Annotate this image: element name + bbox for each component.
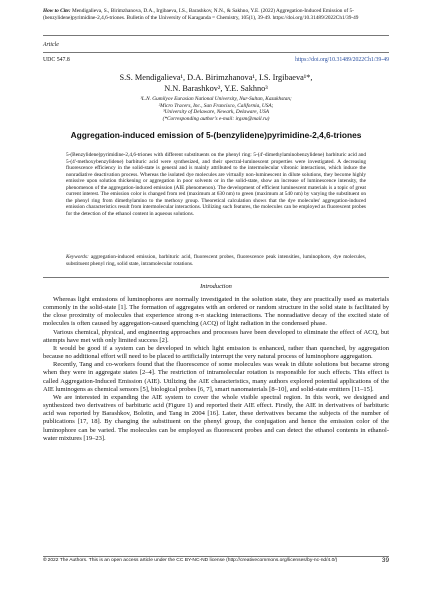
doi-link[interactable]: https://doi.org/10.31489/2022Ch1/39-49: [295, 57, 389, 63]
article-type-label: Article: [43, 42, 59, 48]
article-title: Aggregation-induced emission of 5-(benzylidene)pyrimidine-2,4,6-triones: [70, 130, 362, 140]
citation-text: Mendigalieva, S., Birimzhanova, D.A., Irgibaeva, I.S., Barashkov, N.N., & Sakhno, Y.E. (2022) Aggregation-Induced Emission of 5-(benzylidene)pyrimidine-2,4,6-triones. Bulletin of the University of Karaganda = Chemistry, 105(1), 39-49. https://doi.org/10.31489/2022Ch1/39-49: [43, 8, 359, 21]
how-to-cite-label: How to Cite:: [43, 8, 71, 14]
license-footer: [43, 558, 389, 563]
affiliation-2: ²Micro Tracers, Inc., San Francisco, California, USA;: [158, 102, 274, 109]
affiliation-3: ³University of Delaware, Newark, Delaware, USA: [163, 109, 269, 116]
section-divider: [43, 277, 389, 278]
keywords-text: aggregation-induced emission, barbituric acid, fluorescent probes, fluorescence peak intensities, luminophore, dye molecules, substituent phenyl ring, solid state, intramolecular rotations.: [66, 254, 366, 267]
paragraph: Various chemical, physical, and engineering approaches and processes have been developed to eliminate the effect of ACQ, but attempts have met with only limited success [2].: [43, 328, 389, 344]
affiliation-1: ¹L.N. Gumilyov Eurasian National University, Nur-Sultan, Kazakhstan;: [140, 96, 292, 102]
author-line-2: N.N. Barashkov², Y.E. Sakhno³: [164, 84, 268, 93]
keywords-label: Keywords:: [66, 254, 89, 260]
affiliations: [43, 96, 389, 122]
author-list: [43, 72, 389, 94]
paragraph: It would be good if a system can be developed in which light emission is enhanced, rather than quenched, by aggregation because no additional effort will need to be placed to artificially interrupt the very natural process of luminophore aggregation.: [43, 344, 389, 361]
page-number: 39: [381, 557, 389, 564]
author-line-1: S.S. Mendigalieva¹, D.A. Birimzhanova¹, I.S. Irgibaeva¹*,: [119, 73, 313, 82]
article-divider: [43, 52, 389, 53]
corresponding-author-email: (*Corresponding author's e-mail: irgsm@mail.ru): [162, 115, 270, 122]
abstract: 5-(Benzylidene)pyrimidine-2,4,6-triones with different substituents on the phenyl ring: 5-(4'-dimethylaminobenzylidene) barbituric acid and 5-(4'-methoxybenzylidene) barbituric acid were synthesized, and their spectral-luminescent properties were investigated. A decreasing fluorescence efficiency in the solid-state is general and is mainly attributed to the intermolecular vibronic interactions, which induce the nonradiative deactivation process. Whereas the isolated dye molecules are virtually non-luminescent in dilute solutions, they become highly emissive upon solution thickening or aggregation in poor solvents or in the solid-state, show an increase of luminescence intensity, the phenomenon of the aggregation-induced emission (AIE phenomenon). The development of efficient luminescent materials is a topic of great current interest. The emission color is changed from red (maximum at 630 nm) to green (maximum at 540 nm) by varying the substituent on the phenyl ring from dimethylamino to the methoxy group. Theoretical calculation shows that the dye molecules' aggregation-induced emission characteristics result from intermolecular interactions. Utilizing such features, the molecules can be employed as fluorescent probes for the detection of the ethanol content in aqueous solutions.: [66, 152, 366, 217]
footer-divider: [43, 556, 389, 557]
introduction-heading: Introduction: [200, 283, 232, 290]
license-text[interactable]: 2022 The Authors. This is an open access article under the CC BY-NC-ND license (http://creativecommons.org/licenses/by-nc-nd/4.0/): [47, 558, 338, 563]
how-to-cite: [43, 8, 389, 21]
copyright-icon: ©: [43, 558, 47, 563]
keywords: [66, 254, 366, 267]
udc-code: UDC 547.8: [43, 57, 70, 63]
header-divider: [43, 35, 389, 36]
paragraph: Whereas light emissions of luminophores are normally investigated in the solution state, they are practically used as materials commonly in the solid-state [1]. The formation of aggregates with an ordered or random structure in the solid state is facilitated by the close proximity of molecules that experience strong π-π stacking interactions. The nonradiative decay of the excited state of molecules is often caused by aggregation-caused quenching (ACQ) of light radiation in the condensed phase.: [43, 296, 389, 328]
paragraph: We are interested in expanding the AIE system to cover the whole visible spectral region. In this work, we designed and synthesized two derivatives of barbituric acid (Figure 1) and reported their AIE effect. Firstly, the AIE in derivatives of barbituric acid was reported by Barashkov, Bolotin, and Tang in 2004 [16]. Later, these derivatives became the subjects of the number of publications [17, 18]. By changing the substituent on the phenyl group, the conjugation and hence the emission color of the luminophore can be varied. The molecules can be employed as fluorescent probes and can detect the ethanol contents in ethanol-water mixtures [19–23].: [43, 393, 389, 442]
paragraph: Recently, Tang and co-workers found that the fluorescence of some molecules was weak in dilute solutions but became strong when they were in aggregate states [2–4]. The restriction of intramolecular rotation is responsible for such effects. This effect is called Aggregation-Induced Emission (AIE). Utilizing the AIE characteristics, many authors explored potential applications of the AIE luminogens as chemical sensors [5], biological probes [6, 7], smart nanomaterials [8–10], and solid-state emitters [11–15].: [43, 361, 389, 393]
introduction-body: [43, 296, 389, 443]
